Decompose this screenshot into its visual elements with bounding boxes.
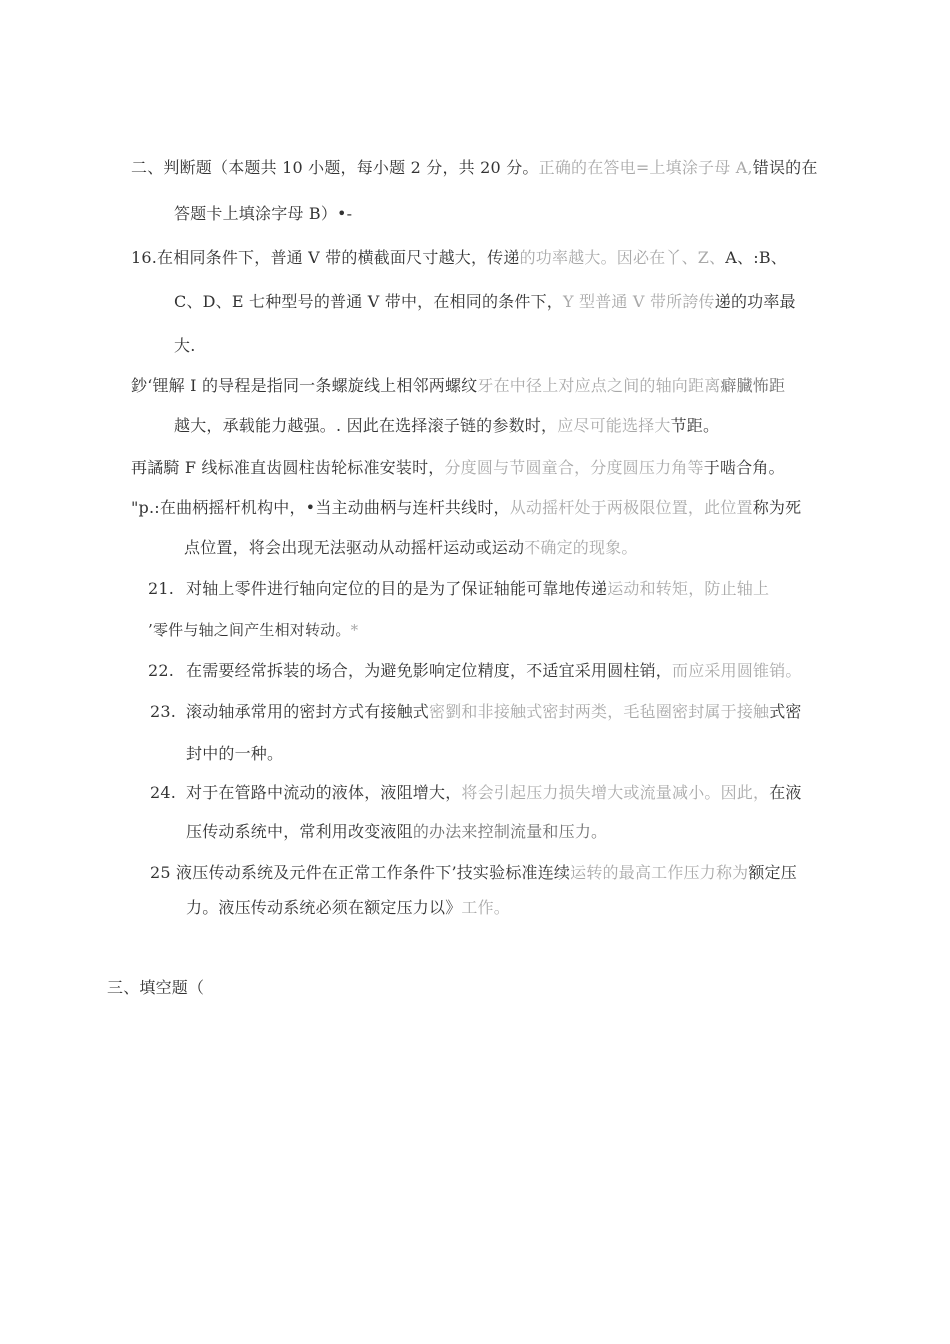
section-2-header-text: 二、判断题（本题共 10 小题，每小题 2 分，共 20 分。 — [131, 158, 539, 177]
item-19-text-end: 称为死 — [752, 498, 802, 517]
item-18-text-end: 于啮合角。 — [703, 458, 785, 477]
item-16-line-1 — [131, 248, 787, 268]
item-25-faded: 运转的最高工作压力称为 — [570, 863, 749, 882]
item-18-text: 再譎騎 F 线标准直齿圆柱齿轮标准安装时， — [131, 458, 445, 477]
item-17-text-end: 癖臓怖距 — [720, 376, 786, 395]
item-23-text: 滚动轴承常用的密封方式有接触式 — [186, 702, 430, 721]
item-21-line-1 — [186, 579, 769, 599]
item-19-faded: 从动摇杆处于两极限位置，此位置 — [509, 498, 753, 517]
item-16-text-2-end: 递的功率最 — [714, 292, 796, 311]
item-21-faded: 运动和转矩，防止轴上 — [607, 579, 770, 598]
item-17-text-2: 越大，承载能力越强。. 因此在选择滚子链的参数时， — [174, 416, 558, 435]
item-24-line-1 — [186, 783, 802, 803]
item-17-faded-2: 应尽可能选择大 — [557, 416, 671, 435]
item-17-text: 鈔‘锂解 I 的导程是指同一条螺旋线上相邻两螺纹 — [131, 376, 478, 395]
item-24-text: 对于在管路中流动的液体，液阻增大， — [186, 783, 462, 802]
item-19-faded-2: 不确定的现象。 — [524, 538, 638, 557]
item-24-line-2 — [186, 822, 607, 842]
item-17-line-2 — [174, 416, 719, 436]
item-21-mark: * — [350, 621, 359, 639]
item-21-line-2 — [148, 620, 358, 640]
item-24-text-2-end: 的办法来控制流量和压力。 — [412, 822, 608, 841]
item-16-line-3: 大. — [174, 336, 196, 355]
item-18-faded: 分度圆与节圆童合，分度圆压力角等 — [444, 458, 704, 477]
item-25-text-2: 力。液压传动系统必须在额定压力以》 — [186, 898, 462, 917]
section-2-header-end: 错误的在 — [752, 158, 818, 177]
item-16-line-2 — [174, 292, 796, 312]
item-23-number: 23. — [150, 702, 177, 721]
section-2-header-line-2: 答题卡上填涂字母 B）•- — [174, 204, 353, 223]
item-23-faded: 密劉和非接触式密封两类，毛毡圈密封属于接触 — [429, 702, 770, 721]
section-2-header-faded: 正确的在答电=上填涂子母 A, — [538, 158, 753, 177]
item-24-number: 24. — [150, 783, 177, 802]
item-16-text: 16.在相同条件下，普通 V 带的横截面尺寸越大，传递 — [131, 248, 520, 267]
item-25-faded-2: 工作。 — [461, 898, 511, 917]
item-22-number: 22. — [148, 661, 175, 680]
item-23-text-end: 式密 — [769, 702, 802, 721]
section-3-header: 三、填空题（ — [107, 978, 205, 997]
item-17-text-2-end: 节距。 — [670, 416, 720, 435]
item-19-line-1 — [131, 498, 801, 518]
item-23-line-2: 封中的一种。 — [186, 744, 284, 763]
item-25-line-2 — [186, 898, 510, 918]
item-21-text: 对轴上零件进行轴向定位的目的是为了保证轴能可靠地传递 — [186, 579, 608, 598]
item-22-text: 在需要经常拆装的场合，为避免影响定位精度，不适宜采用圆柱销， — [186, 661, 673, 680]
item-16-faded-2: Y 型普通 V 带所誇传 — [562, 292, 715, 311]
item-21-text-2: ’零件与轴之间产生相对转动。 — [148, 621, 351, 639]
item-17-line-1 — [131, 376, 785, 396]
item-19-text-2: 点位置，将会出现无法驱动从动摇杆运动或运动 — [184, 538, 525, 557]
item-16-faded: 的功率越大。因必在丫、Z、 — [519, 248, 726, 267]
item-19-text: "p.:在曲柄摇杆机构中，•当主动曲柄与连杆共线时， — [131, 498, 510, 517]
item-24-text-end: 在液 — [769, 783, 802, 802]
item-24-text-2: 压传动系统中，常利用改变液阻 — [186, 822, 413, 841]
item-22-faded: 而应采用圆锥销。 — [672, 661, 802, 680]
item-19-line-2 — [184, 538, 638, 558]
item-25-line-1 — [150, 863, 797, 883]
item-22-line-1 — [186, 661, 802, 681]
item-25-text-end: 额定压 — [748, 863, 797, 882]
item-16-text-end: A、:B、 — [725, 248, 788, 267]
item-23-line-1 — [186, 702, 802, 722]
item-25-text: 25 液压传动系统及元件在正常工作条件下’技实验标准连续 — [150, 863, 571, 882]
item-21-number: 21. — [148, 579, 175, 598]
item-16-text-2: C、D、E 七种型号的普通 V 带中，在相同的条件下， — [174, 292, 563, 311]
item-18-line-1 — [131, 458, 785, 478]
item-24-faded: 将会引起压力损失增大或流量减小。因此， — [461, 783, 770, 802]
item-17-faded: 牙在中径上对应点之间的轴向距离 — [477, 376, 721, 395]
section-2-header — [131, 158, 818, 178]
